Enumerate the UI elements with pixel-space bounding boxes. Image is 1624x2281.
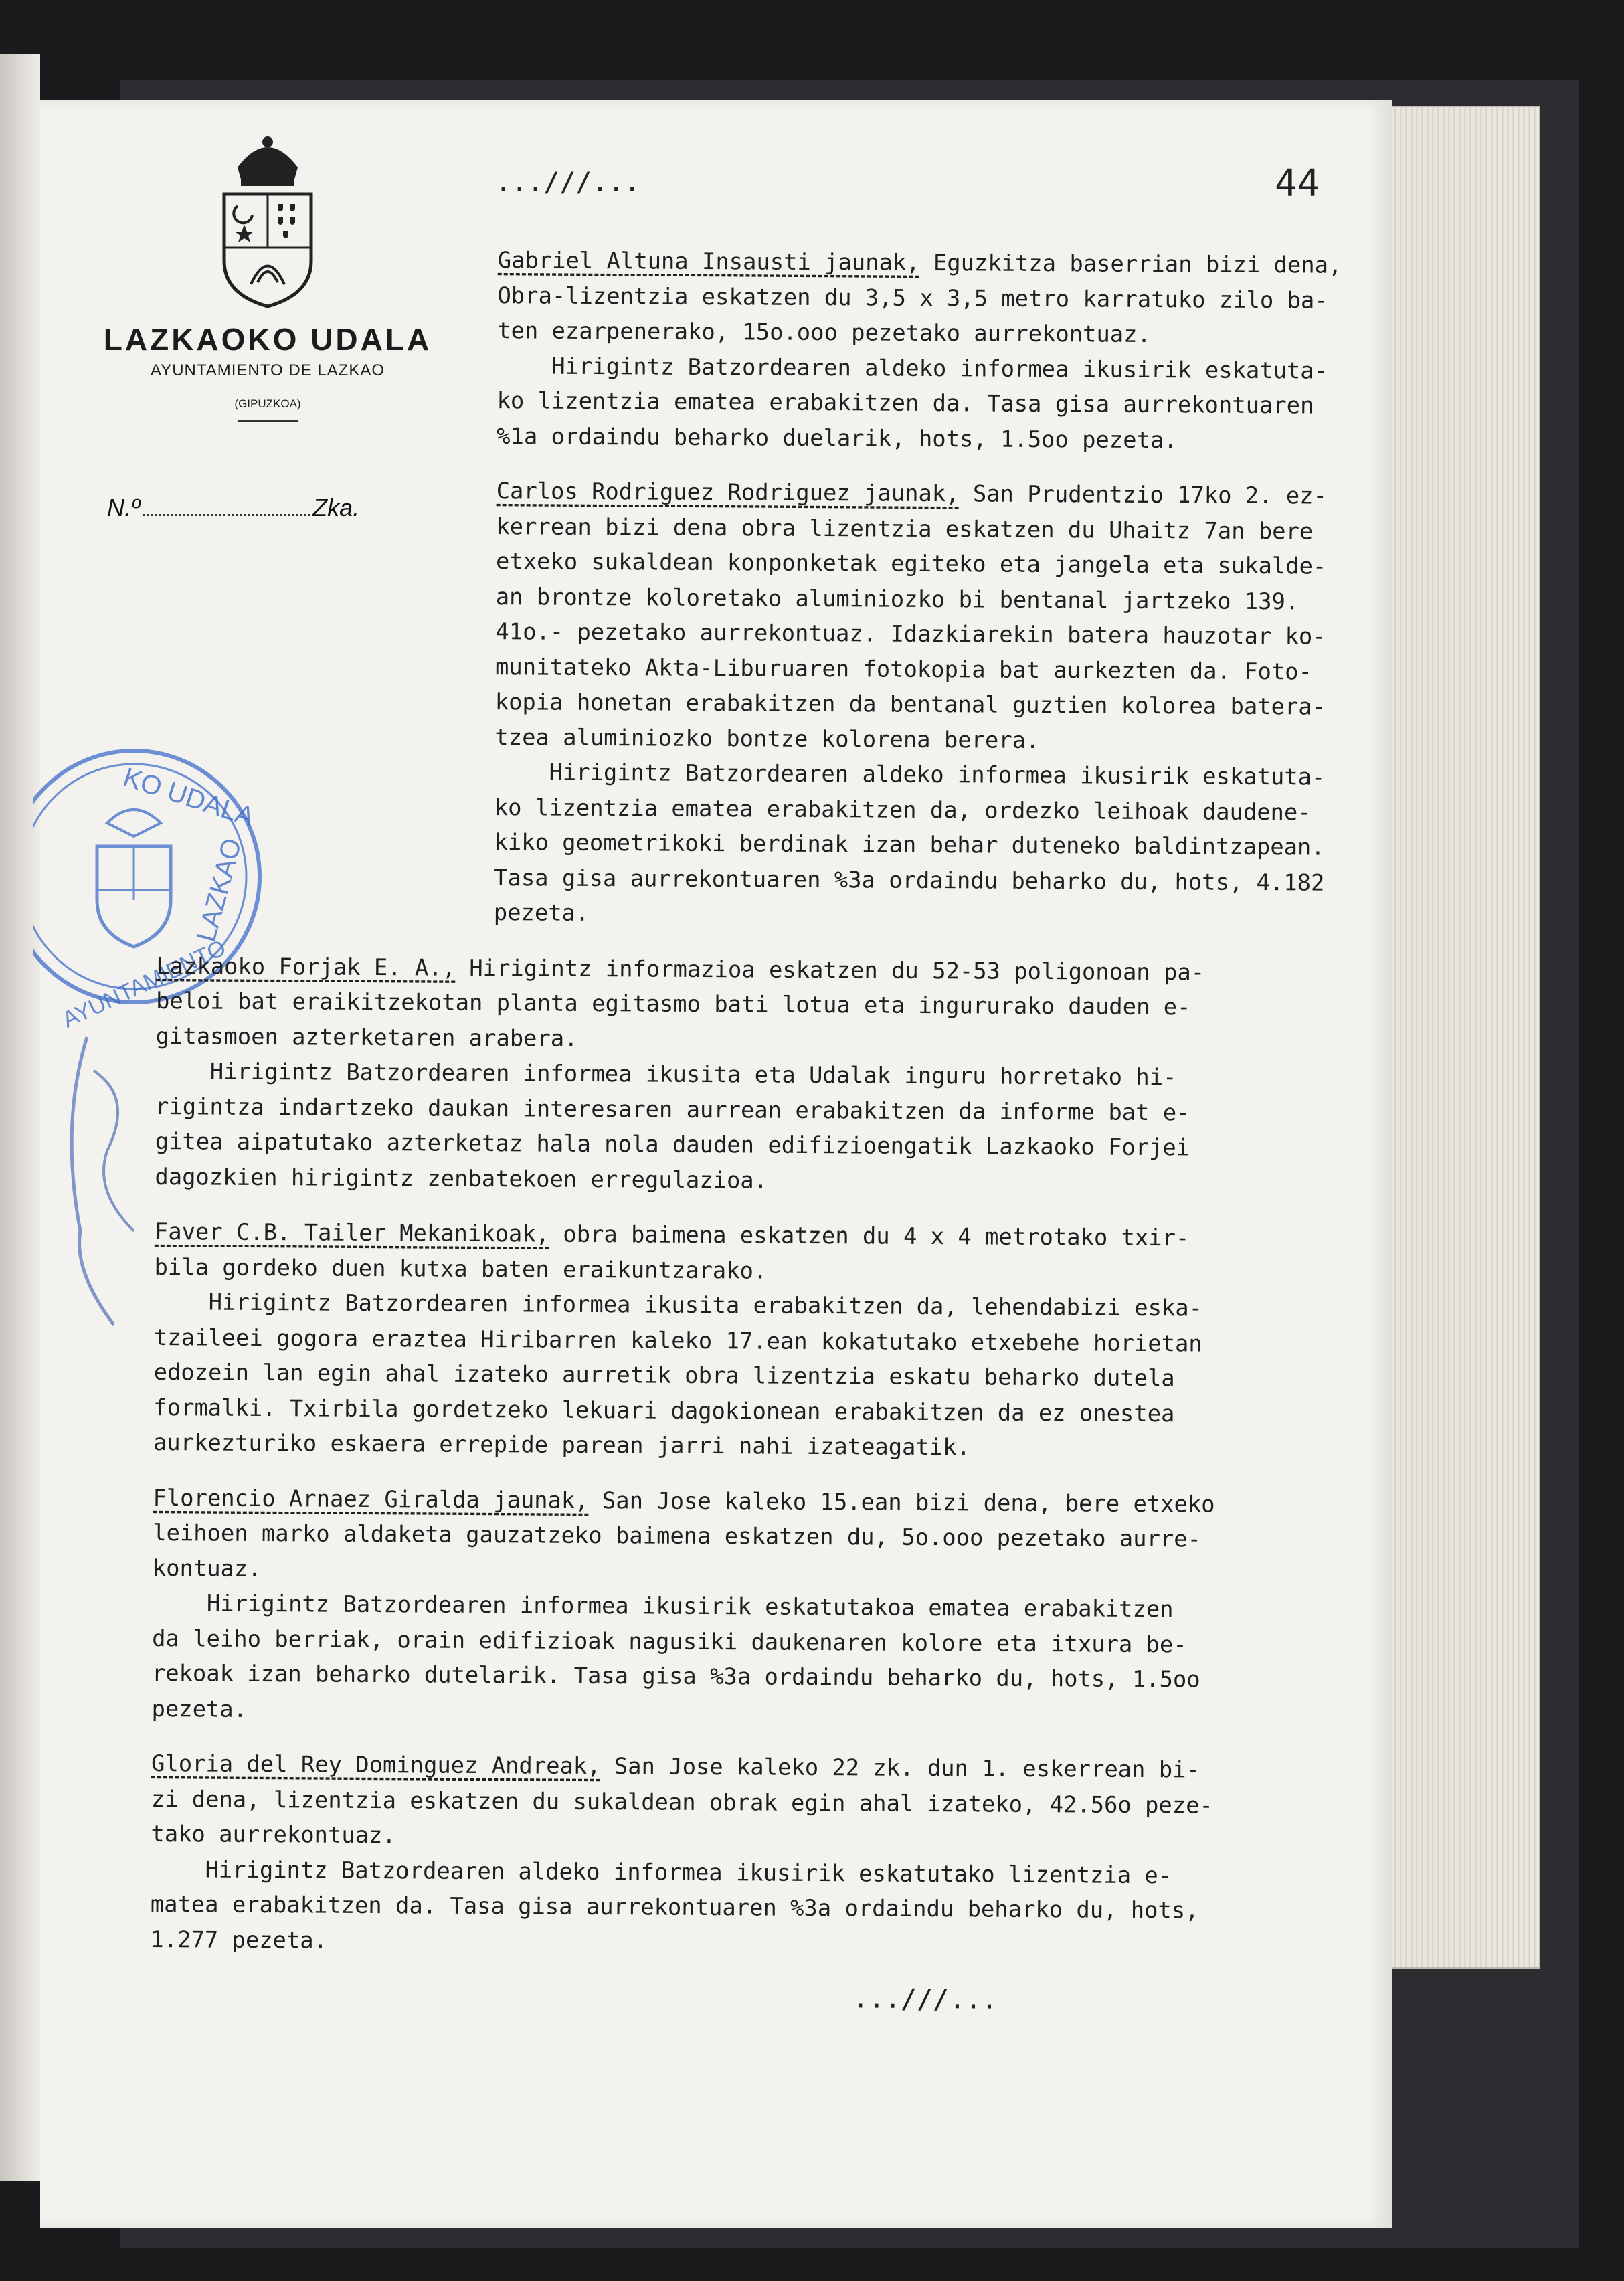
- text-line: 41o.- pezetako aurrekontuaz. Idazkiarekin batera hauzotar ko-: [495, 618, 1326, 650]
- applicant-name: Faver C.B. Tailer Mekanikoak,: [154, 1218, 550, 1247]
- text-line: Tasa gisa aurrekontuaren %3a ordaindu beharko du, hots, 4.182: [494, 864, 1325, 896]
- text-line: Gabriel Altuna Insausti jaunak, Eguzkitza baserrian bizi dena,: [497, 247, 1342, 278]
- seal-side-text: LAZKAO: [191, 835, 248, 945]
- document-body: [150, 241, 1405, 2020]
- text-line: Florencio Arnaez Giralda jaunak, San Jose kaleko 15.ean bizi dena, bere etxeko: [153, 1484, 1215, 1518]
- text-line: kiko geometrikoki berdinak izan behar duteneko baldintzapean.: [494, 829, 1325, 860]
- text-line: Hirigintz Batzordearen aldeko informea ikusirik eskatuta-: [497, 352, 1328, 384]
- seal-bottom-text: AYUNTAMIENTO: [58, 935, 230, 1033]
- text-line: aurkezturiko eskaera errepide parean jarri nahi izateagatik.: [153, 1429, 970, 1461]
- text-line: ko lizentzia ematea erabakitzen da, ordezko leihoak daudene-: [494, 794, 1312, 826]
- text-line: Faver C.B. Tailer Mekanikoak, obra baimena eskatzen du 4 x 4 metrotako txir-: [154, 1218, 1190, 1251]
- text-line: pezeta.: [151, 1695, 248, 1722]
- entry-lazkaoko-forjak: [155, 948, 1401, 1202]
- page-number: 44: [1275, 162, 1320, 205]
- text-line: formalki. Txirbila gordetzeko lekuari dagokionean erabakitzen da ez onestea: [153, 1394, 1175, 1427]
- header-continuation-marks: ...///...: [495, 167, 640, 198]
- entry-gloria-del-rey: [150, 1746, 1396, 1965]
- text-line: %1a ordaindu beharko duelarik, hots, 1.5oo pezeta.: [497, 422, 1178, 453]
- text-line: 1.277 pezeta.: [150, 1926, 328, 1954]
- text-line: gitasmoen azterketaren arabera.: [155, 1022, 578, 1052]
- text-line: kopia honetan erabakitzen da bentanal guztien kolorea batera-: [494, 689, 1326, 720]
- text-line: rigintza indartzeko daukan interesaren aurrean erabakitzen da informe bat e-: [155, 1093, 1190, 1125]
- applicant-name: Gloria del Rey Dominguez Andreak,: [151, 1750, 601, 1780]
- text-line: Gloria del Rey Dominguez Andreak, San Jose kaleko 22 zk. dun 1. eskerrean bi-: [151, 1750, 1200, 1783]
- text-line: an brontze koloretako aluminiozko bi bentanal jartzeko 139.: [495, 583, 1299, 614]
- text-line: kontuaz.: [152, 1554, 262, 1582]
- applicant-name: Carlos Rodriguez Rodriguez jaunak,: [496, 478, 960, 507]
- text-line: ten ezarpenerako, 15o.ooo pezetako aurrekontuaz.: [497, 317, 1151, 348]
- text-line: Hirigintz Batzordearen informea ikusita erabakitzen da, lehendabizi eska-: [154, 1288, 1203, 1321]
- footer-continuation-marks: ...///...: [852, 1983, 998, 2015]
- document-page: [40, 100, 1392, 2228]
- text-line: gitea aipatutako azterketaz hala nola dauden edifizioengatik Lazkaoko Forjei: [155, 1127, 1190, 1161]
- text-line: Hirigintz Batzordearen informea ikusita eta Udalak inguru horretako hi-: [155, 1057, 1177, 1091]
- number-suffix: Zka.: [312, 494, 360, 521]
- text-line: ko lizentzia ematea erabakitzen da. Tasa gisa aurrekontuaren: [497, 387, 1314, 419]
- text-line: tzaileei gogora eraztea Hiribarren kaleko 17.ean kokatutako etxebehe horietan: [153, 1324, 1202, 1357]
- text-line: dagozkien hirigintz zenbatekoen erregulazioa.: [155, 1163, 768, 1194]
- text-line: leihoen marko aldaketa gauzatzeko baimena eskatzen du, 5o.ooo pezetako aurre-: [153, 1519, 1202, 1552]
- text-line: edozein lan egin ahal izateko aurretik obra lizentzia eskatu beharko dutela: [153, 1358, 1175, 1392]
- text-line: da leiho berriak, orain edifizioak nagusiki daukenaren kolore eta itxura be-: [152, 1625, 1187, 1657]
- applicant-name: Lazkaoko Forjak E. A.,: [156, 952, 456, 981]
- text-line: tzea aluminiozko bontze kolorena berera.: [494, 723, 1040, 753]
- text-line: Hirigintz Batzordearen aldeko informea ikusirik eskatutako lizentzia e-: [151, 1855, 1172, 1888]
- text-line: kerrean bizi dena obra lizentzia eskatzen du Uhaitz 7an bere: [496, 513, 1314, 545]
- text-line: pezeta.: [493, 899, 590, 926]
- entry-florencio-arnaez: [151, 1480, 1397, 1734]
- text-line: matea erabakitzen da. Tasa gisa aurrekontuaren %3a ordaindu beharko du, hots,: [150, 1890, 1199, 1924]
- text-line: etxeko sukaldean konponketak egiteko eta jangela eta sukalde-: [495, 548, 1327, 579]
- text-line: munitateko Akta-Liburuaren fotokopia bat aurkezten da. Foto-: [495, 653, 1313, 685]
- number-prefix: N.º: [107, 494, 141, 521]
- text-line: bila gordeko duen kutxa baten eraikuntzarako.: [154, 1253, 768, 1284]
- org-subtitle: AYUNTAMIENTO DE LAZKAO: [150, 361, 385, 379]
- applicant-name: Florencio Arnaez Giralda jaunak,: [153, 1484, 589, 1514]
- text-line: zi dena, lizentzia eskatzen du sukaldean obrak egin ahal izateko, 42.56o peze-: [151, 1785, 1213, 1819]
- seal-top-text: KO UDALA: [119, 762, 258, 832]
- applicant-name: Gabriel Altuna Insausti jaunak,: [497, 247, 920, 276]
- entry-gabriel-altuna: [497, 243, 1405, 459]
- text-line: Hirigintz Batzordearen informea ikusirik eskatutakoa ematea erabakitzen: [152, 1589, 1174, 1623]
- text-line: rekoak izan beharko dutelarik. Tasa gisa %3a ordaindu beharko du, hots, 1.5oo: [151, 1659, 1200, 1693]
- text-line: Obra-lizentzia eskatzen du 3,5 x 3,5 metro karratuko zilo ba-: [497, 282, 1328, 314]
- entry-carlos-rodriguez: [494, 474, 1404, 936]
- org-name: LAZKAOKO UDALA: [103, 322, 432, 357]
- text-line: Carlos Rodriguez Rodriguez jaunak, San Prudentzio 17ko 2. ez-: [496, 478, 1328, 509]
- text-line: tako aurrekontuaz.: [151, 1820, 396, 1849]
- org-province: (GIPUZKOA): [234, 397, 301, 410]
- text-line: Hirigintz Batzordearen aldeko informea ikusirik eskatuta-: [494, 759, 1326, 790]
- text-line: beloi bat eraikitzekotan planta egitasmo bati lotua eta ingururako dauden e-: [155, 987, 1191, 1020]
- text-line: Lazkaoko Forjak E. A., Hirigintz informazioa eskatzen du 52-53 poligonoan pa-: [156, 952, 1205, 986]
- entry-faver-cb: [153, 1214, 1399, 1468]
